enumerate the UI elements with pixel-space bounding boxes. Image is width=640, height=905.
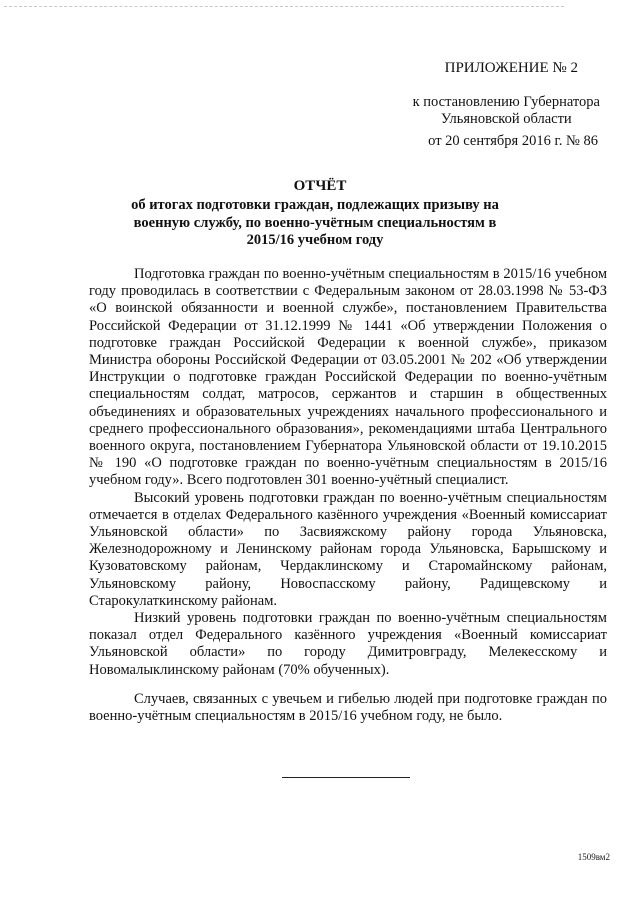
paragraph-2: Высокий уровень подготовки граждан по военно-учётным специальностям отмечается в отделах Федерального казённого учреждения «Военный комиссариат Ульяновской области» по Засвияжскому району города Ульяновска, Железнодорожному и Ленинскому районам города Ульяновска, Барышскому и Кузоватовскому районам, Чердаклинскому и Старомайнскому районам, Ульяновскому району, Новоспасскому району, Радищевскому и Старокулаткинскому районам.: [89, 489, 607, 609]
document-title: ОТЧЁТ: [293, 178, 347, 194]
appendix-label: ПРИЛОЖЕНИЕ № 2: [444, 60, 578, 76]
paragraph-4: Случаев, связанных с увечьем и гибелью людей при подготовке граждан по военно-учётным специальностям в 2015/16 учебном году, не было.: [89, 690, 607, 725]
closing-rule: [282, 777, 410, 778]
decree-line-2: Ульяновской области: [440, 111, 572, 127]
scan-edge-line: [4, 6, 564, 8]
paragraph-3: Низкий уровень подготовки граждан по военно-учётным специальностям показал отдел Федерального казённого учреждения «Военный комиссариат Ульяновской области» по городу Димитровграду, Мелекесскому и Новомалыклинскому районам (70% обученных).: [89, 610, 607, 678]
decree-date: от 20 сентября 2016 г. № 86: [428, 133, 598, 149]
decree-reference: [413, 94, 600, 128]
document-code: 1509вм2: [577, 852, 610, 862]
paragraph-1: Подготовка граждан по военно-учётным специальностям в 2015/16 учебном году проводилась в соответствии с Федеральным законом от 28.03.1998 № 53-ФЗ «О воинской обязанности и военной службе», постановлением Правительства Российской Федерации от 31.12.1999 № 1441 «Об утверждении Положения о подготовке граждан Российской Федерации к военной службе», приказом Министра обороны Российской Федерации от 03.05.2001 № 202 «Об утверждении Инструкции о подготовке граждан Российской Федерации по военно-учётным специальностям солдат, матросов, сержантов и старшин в общественных объединениях и образовательных учреждениях начального профессионального и среднего профессионального образования», рекомендациями штаба Центрального военного округа, постановлением Губернатора Ульяновской области от 19.10.2015 № 190 «О подготовке граждан по военно-учётным специальностям в 2015/16 учебном году». Всего подготовлен 301 военно-учётный специалист.: [89, 266, 607, 489]
document-subtitle: об итогах подготовки граждан, подлежащих призыву на военную службу, по военно-учётным специальностям в 2015/16 учебном году: [131, 197, 499, 248]
decree-line-1: к постановлению Губернатора: [412, 94, 600, 110]
document-body: [89, 266, 607, 725]
